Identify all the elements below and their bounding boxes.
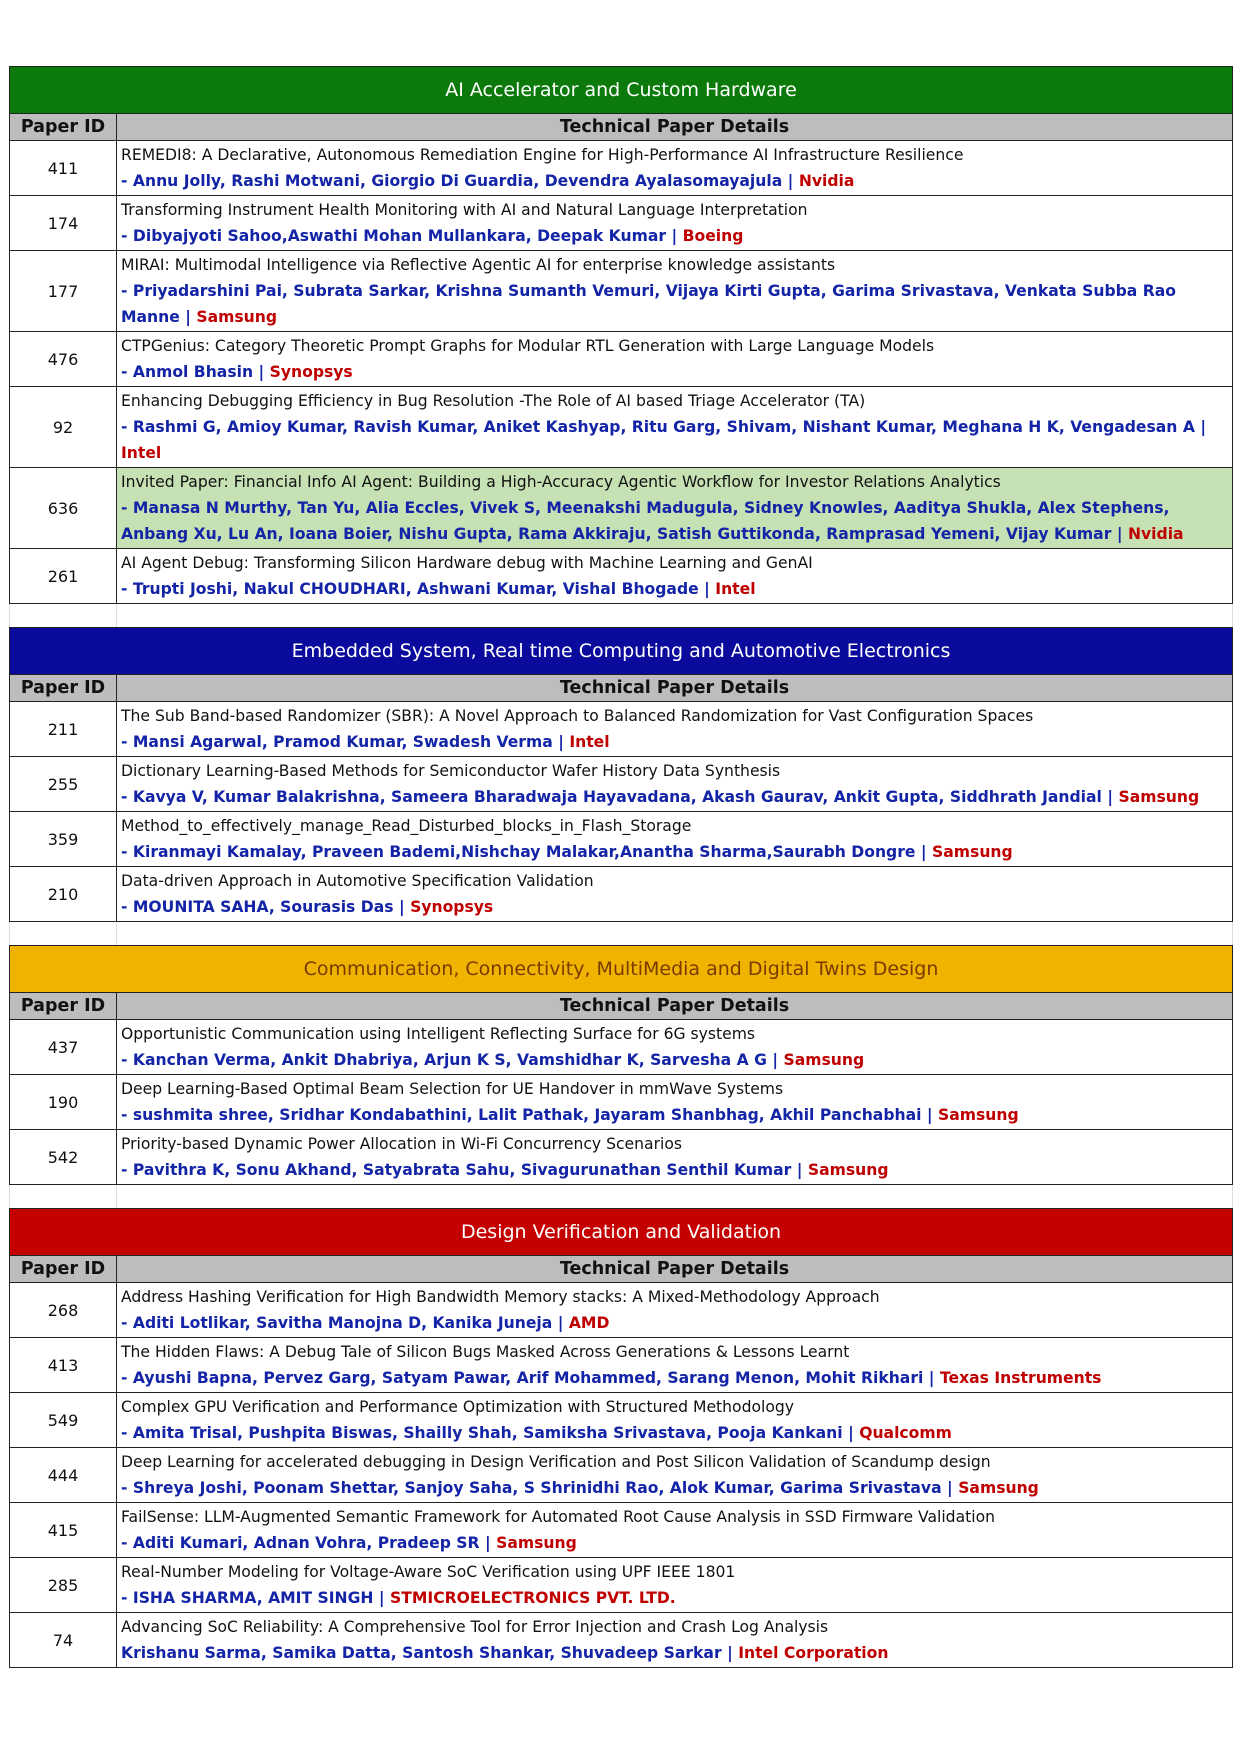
column-header-row: [10, 675, 1233, 702]
paper-title: Transforming Instrument Health Monitoring with AI and Natural Language Interpretation: [121, 201, 808, 219]
paper-authors: - Ayushi Bapna, Pervez Garg, Satyam Pawar, Arif Mohammed, Sarang Menon, Mohit Rikhari: [121, 1369, 924, 1387]
paper-authors: - Kiranmayi Kamalay, Praveen Bademi,Nishchay Malakar,Anantha Sharma,Saurabh Dongre: [121, 843, 921, 861]
paper-details: [117, 757, 1233, 812]
separator: |: [842, 1424, 860, 1442]
paper-affiliation: Intel Corporation: [738, 1644, 889, 1662]
paper-details: [117, 1503, 1233, 1558]
paper-affiliation: Nvidia: [1127, 525, 1184, 543]
paper-id: 444: [10, 1448, 117, 1503]
paper-affiliation: Intel: [121, 444, 162, 462]
paper-title: Method_to_effectively_manage_Read_Disturbed_blocks_in_Flash_Storage: [121, 817, 692, 835]
paper-title: The Hidden Flaws: A Debug Tale of Silicon Bugs Masked Across Generations & Lessons Learnt: [121, 1343, 850, 1361]
paper-details: [117, 332, 1233, 387]
author-line: [121, 1640, 1229, 1666]
paper-id: 74: [10, 1613, 117, 1668]
separator: |: [558, 733, 570, 751]
section-spacer: [10, 922, 1233, 946]
paper-title: Complex GPU Verification and Performance Optimization with Structured Methodology: [121, 1398, 795, 1416]
author-line: [121, 1585, 1229, 1611]
paper-title: Opportunistic Communication using Intelligent Reflecting Surface for 6G systems: [121, 1025, 756, 1043]
paper-row: [10, 1393, 1233, 1448]
separator: |: [552, 1314, 569, 1332]
paper-title: Enhancing Debugging Efficiency in Bug Resolution -The Role of AI based Triage Accelerator (TA): [121, 392, 866, 410]
paper-authors: - Mansi Agarwal, Pramod Kumar, Swadesh Verma: [121, 733, 559, 751]
author-line: [121, 1157, 1229, 1183]
separator: |: [666, 227, 683, 245]
paper-details: [117, 867, 1233, 922]
paper-row: [10, 196, 1233, 251]
separator: |: [698, 580, 716, 598]
paper-row: [10, 1130, 1233, 1185]
paper-row: [10, 468, 1233, 549]
details-header: Technical Paper Details: [117, 1256, 1233, 1283]
paper-details: [117, 1338, 1233, 1393]
paper-id: 636: [10, 468, 117, 549]
separator: |: [393, 898, 411, 916]
paper-authors: - Pavithra K, Sonu Akhand, Satyabrata Sahu, Sivagurunathan Senthil Kumar: [121, 1161, 792, 1179]
paper-row: [10, 1503, 1233, 1558]
separator: |: [253, 363, 270, 381]
paper-id: 549: [10, 1393, 117, 1448]
paper-affiliation: Samsung: [932, 843, 1013, 861]
author-line: [121, 1530, 1229, 1556]
schedule-table: [9, 66, 1233, 1668]
separator: |: [923, 1369, 940, 1387]
paper-details: [117, 549, 1233, 604]
paper-details: [117, 1558, 1233, 1613]
section-header: [10, 628, 1233, 675]
paper-row: [10, 757, 1233, 812]
paper-title: Real-Number Modeling for Voltage-Aware SoC Verification using UPF IEEE 1801: [121, 1563, 736, 1581]
section-spacer: [10, 604, 1233, 628]
paper-details: [117, 1448, 1233, 1503]
paper-id: 476: [10, 332, 117, 387]
paper-id: 210: [10, 867, 117, 922]
separator: |: [782, 172, 799, 190]
paper-title: Invited Paper: Financial Info AI Agent: Building a High-Accuracy Agentic Workflow for Investor Relations Analytics: [121, 473, 1001, 491]
separator: |: [1111, 525, 1128, 543]
paper-authors: - Kavya V, Kumar Balakrishna, Sameera Bharadwaja Hayavadana, Akash Gaurav, Ankit Gupta, Siddhrath Jandial: [121, 788, 1102, 806]
paper-affiliation: Samsung: [807, 1161, 889, 1179]
separator: |: [479, 1534, 497, 1552]
paper-affiliation: Samsung: [938, 1106, 1019, 1124]
paper-id: 211: [10, 702, 117, 757]
author-line: [121, 894, 1229, 920]
paper-id-header: Paper ID: [10, 114, 117, 141]
paper-affiliation: Qualcomm: [859, 1424, 952, 1442]
separator: |: [941, 1479, 959, 1497]
author-line: [121, 1047, 1229, 1073]
paper-id: 174: [10, 196, 117, 251]
section-title: Embedded System, Real time Computing and Automotive Electronics: [10, 628, 1233, 675]
paper-details: [117, 1613, 1233, 1668]
paper-authors: - ISHA SHARMA, AMIT SINGH: [121, 1589, 374, 1607]
paper-id: 411: [10, 141, 117, 196]
author-line: [121, 278, 1229, 330]
paper-title: Deep Learning for accelerated debugging in Design Verification and Post Silicon Validation of Scandump design: [121, 1453, 991, 1471]
separator: |: [920, 843, 933, 861]
paper-authors: - Kanchan Verma, Ankit Dhabriya, Arjun K S, Vamshidhar K, Sarvesha A G: [121, 1051, 767, 1069]
paper-title: MIRAI: Multimodal Intelligence via Reflective Agentic AI for enterprise knowledge assistants: [121, 256, 836, 274]
paper-row: [10, 1338, 1233, 1393]
paper-id: 177: [10, 251, 117, 332]
paper-title: Data-driven Approach in Automotive Specification Validation: [121, 872, 594, 890]
paper-affiliation: Synopsys: [269, 363, 353, 381]
paper-authors: - Shreya Joshi, Poonam Shettar, Sanjoy Saha, S Shrinidhi Rao, Alok Kumar, Garima Srivastava: [121, 1479, 942, 1497]
paper-details: [117, 468, 1233, 549]
paper-id: 415: [10, 1503, 117, 1558]
separator: |: [179, 308, 197, 326]
paper-title: REMEDI8: A Declarative, Autonomous Remediation Engine for High-Performance AI Infrastructure Resilience: [121, 146, 964, 164]
author-line: [121, 168, 1229, 194]
separator: |: [766, 1051, 784, 1069]
paper-details: [117, 812, 1233, 867]
paper-details: [117, 1075, 1233, 1130]
paper-authors: - MOUNITA SAHA, Sourasis Das: [121, 898, 394, 916]
paper-row: [10, 867, 1233, 922]
author-line: [121, 1475, 1229, 1501]
paper-affiliation: Texas Instruments: [939, 1369, 1102, 1387]
paper-affiliation: Samsung: [783, 1051, 865, 1069]
paper-details: [117, 251, 1233, 332]
paper-affiliation: Boeing: [682, 227, 744, 245]
separator: |: [1194, 418, 1207, 436]
paper-row: [10, 332, 1233, 387]
paper-affiliation: Intel: [715, 580, 756, 598]
paper-row: [10, 141, 1233, 196]
author-line: [121, 576, 1229, 602]
paper-title: Advancing SoC Reliability: A Comprehensive Tool for Error Injection and Crash Log Analysis: [121, 1618, 829, 1636]
column-header-row: [10, 993, 1233, 1020]
paper-id: 413: [10, 1338, 117, 1393]
paper-row: [10, 1448, 1233, 1503]
author-line: [121, 1310, 1229, 1336]
section-header: [10, 946, 1233, 993]
author-line: [121, 1365, 1229, 1391]
paper-title: The Sub Band-based Randomizer (SBR): A Novel Approach to Balanced Randomization for Vast Configuration Spaces: [121, 707, 1034, 725]
section-spacer: [10, 1185, 1233, 1209]
paper-title: AI Agent Debug: Transforming Silicon Hardware debug with Machine Learning and GenAI: [121, 554, 813, 572]
author-line: [121, 223, 1229, 249]
separator: |: [1101, 788, 1119, 806]
paper-affiliation: AMD: [568, 1314, 610, 1332]
paper-title: Deep Learning-Based Optimal Beam Selection for UE Handover in mmWave Systems: [121, 1080, 784, 1098]
paper-row: [10, 1613, 1233, 1668]
paper-authors: - Amita Trisal, Pushpita Biswas, Shailly Shah, Samiksha Srivastava, Pooja Kankani: [121, 1424, 843, 1442]
separator: |: [921, 1106, 939, 1124]
paper-id-header: Paper ID: [10, 993, 117, 1020]
spacer-cell: [10, 1185, 117, 1209]
spacer-cell: [117, 922, 1233, 946]
paper-row: [10, 387, 1233, 468]
paper-authors: - Aditi Lotlikar, Savitha Manojna D, Kanika Juneja: [121, 1314, 553, 1332]
paper-id: 359: [10, 812, 117, 867]
author-line: [121, 784, 1229, 810]
author-line: [121, 1102, 1229, 1128]
author-line: [121, 495, 1229, 547]
paper-affiliation: Nvidia: [798, 172, 855, 190]
paper-details: [117, 196, 1233, 251]
section-header: [10, 1209, 1233, 1256]
author-line: [121, 729, 1229, 755]
spacer-cell: [117, 604, 1233, 628]
paper-affiliation: STMICROELECTRONICS PVT. LTD.: [390, 1589, 676, 1607]
details-header: Technical Paper Details: [117, 993, 1233, 1020]
paper-title: FailSense: LLM-Augmented Semantic Framework for Automated Root Cause Analysis in SSD Firmware Validation: [121, 1508, 995, 1526]
paper-authors: - Priyadarshini Pai, Subrata Sarkar, Krishna Sumanth Vemuri, Vijaya Kirti Gupta, Garima Srivastava, Venkata Subba Rao Manne: [121, 282, 1176, 326]
paper-title: Address Hashing Verification for High Bandwidth Memory stacks: A Mixed-Methodology Approach: [121, 1288, 880, 1306]
author-line: [121, 839, 1229, 865]
paper-id: 261: [10, 549, 117, 604]
paper-row: [10, 812, 1233, 867]
paper-authors: - Trupti Joshi, Nakul CHOUDHARI, Ashwani Kumar, Vishal Bhogade: [121, 580, 699, 598]
paper-details: [117, 1283, 1233, 1338]
spacer-cell: [117, 1185, 1233, 1209]
column-header-row: [10, 114, 1233, 141]
separator: |: [791, 1161, 808, 1179]
paper-id: 437: [10, 1020, 117, 1075]
details-header: Technical Paper Details: [117, 675, 1233, 702]
paper-details: [117, 1020, 1233, 1075]
separator: |: [373, 1589, 391, 1607]
paper-row: [10, 1283, 1233, 1338]
details-header: Technical Paper Details: [117, 114, 1233, 141]
paper-details: [117, 1130, 1233, 1185]
spacer-cell: [10, 604, 117, 628]
paper-authors: - Rashmi G, Amioy Kumar, Ravish Kumar, Aniket Kashyap, Ritu Garg, Shivam, Nishant Kumar, Meghana H K, Vengadesan A: [121, 418, 1195, 436]
paper-schedule-sheet: [9, 66, 1233, 1668]
paper-id: 255: [10, 757, 117, 812]
paper-affiliation: Synopsys: [410, 898, 494, 916]
paper-title: CTPGenius: Category Theoretic Prompt Graphs for Modular RTL Generation with Large Language Models: [121, 337, 935, 355]
paper-title: Dictionary Learning-Based Methods for Semiconductor Wafer History Data Synthesis: [121, 762, 781, 780]
paper-id: 285: [10, 1558, 117, 1613]
separator: |: [721, 1644, 739, 1662]
paper-authors: - Aditi Kumari, Adnan Vohra, Pradeep SR: [121, 1534, 480, 1552]
paper-id-header: Paper ID: [10, 1256, 117, 1283]
paper-authors: - Anmol Bhasin: [121, 363, 254, 381]
paper-details: [117, 702, 1233, 757]
paper-row: [10, 1075, 1233, 1130]
author-line: [121, 1420, 1229, 1446]
paper-details: [117, 1393, 1233, 1448]
paper-affiliation: Samsung: [1118, 788, 1200, 806]
paper-title: Priority-based Dynamic Power Allocation in Wi-Fi Concurrency Scenarios: [121, 1135, 682, 1153]
paper-authors: - Dibyajyoti Sahoo,Aswathi Mohan Mullankara, Deepak Kumar: [121, 227, 667, 245]
paper-id: 92: [10, 387, 117, 468]
paper-row: [10, 549, 1233, 604]
paper-id: 542: [10, 1130, 117, 1185]
paper-row: [10, 251, 1233, 332]
section-title: Design Verification and Validation: [10, 1209, 1233, 1256]
spacer-cell: [10, 922, 117, 946]
paper-row: [10, 702, 1233, 757]
paper-row: [10, 1558, 1233, 1613]
paper-affiliation: Samsung: [958, 1479, 1039, 1497]
section-title: AI Accelerator and Custom Hardware: [10, 67, 1233, 114]
paper-affiliation: Intel: [569, 733, 610, 751]
section-header: [10, 67, 1233, 114]
paper-id-header: Paper ID: [10, 675, 117, 702]
section-title: Communication, Connectivity, MultiMedia and Digital Twins Design: [10, 946, 1233, 993]
paper-authors: - sushmita shree, Sridhar Kondabathini, Lalit Pathak, Jayaram Shanbhag, Akhil Panchabhai: [121, 1106, 922, 1124]
paper-details: [117, 387, 1233, 468]
paper-details: [117, 141, 1233, 196]
paper-authors: - Annu Jolly, Rashi Motwani, Giorgio Di Guardia, Devendra Ayalasomayajula: [121, 172, 783, 190]
author-line: [121, 359, 1229, 385]
paper-row: [10, 1020, 1233, 1075]
author-line: [121, 414, 1229, 466]
paper-authors: - Manasa N Murthy, Tan Yu, Alia Eccles, Vivek S, Meenakshi Madugula, Sidney Knowles, Aaditya Shukla, Alex Stephens, Anbang Xu, Lu An, Ioana Boier, Nishu Gupta, Rama Akkiraju, Satish Guttikonda, Ramprasad Yemeni, Vijay Kumar: [121, 499, 1170, 543]
paper-authors: Krishanu Sarma, Samika Datta, Santosh Shankar, Shuvadeep Sarkar: [121, 1644, 722, 1662]
paper-id: 190: [10, 1075, 117, 1130]
paper-affiliation: Samsung: [196, 308, 278, 326]
column-header-row: [10, 1256, 1233, 1283]
paper-affiliation: Samsung: [496, 1534, 577, 1552]
paper-id: 268: [10, 1283, 117, 1338]
